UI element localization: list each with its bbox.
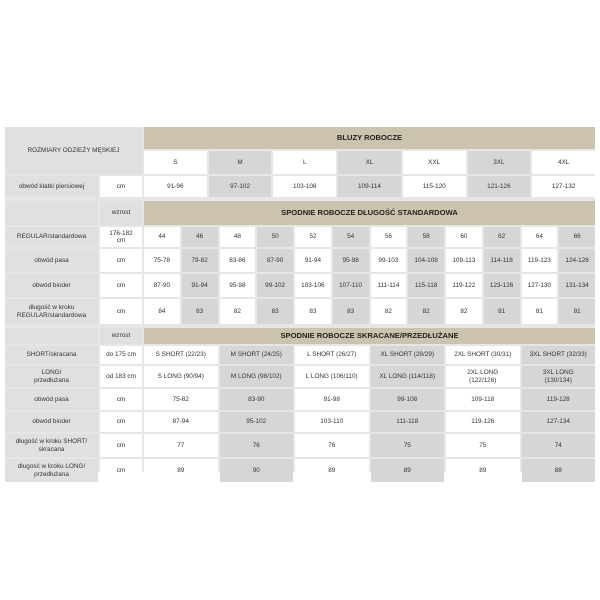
value-cell: M LONG (98/102) [220, 366, 294, 387]
row-label: obwód bioder [5, 274, 98, 297]
row-label: LONG/ przedłużana [5, 366, 98, 387]
value-cell: 75 [446, 434, 520, 457]
value-cell: 89 [295, 459, 369, 482]
value-cell: 82 [408, 299, 444, 324]
value-cell: 84 [144, 299, 180, 324]
value-cell: 60 [446, 227, 482, 247]
section-title-bluzy: BLUZY ROBOCZE [144, 127, 595, 149]
section-title-standard: SPODNIE ROBOCZE DŁUGOŚĆ STANDARDOWA [144, 201, 595, 225]
value-cell: 89 [446, 459, 520, 482]
value-cell: 54 [333, 227, 369, 247]
value-cell: L SHORT (26/27) [295, 346, 369, 364]
value-cell: 3XL LONG (130/134) [522, 366, 596, 387]
value-cell: 74 [522, 434, 596, 457]
section-title-short-long: SPODNIE ROBOCZE SKRACANE/PRZEDŁUŻANE [144, 328, 595, 344]
unit-cell: cm [100, 459, 142, 482]
value-cell: 131-134 [559, 274, 595, 297]
value-cell: 62 [484, 227, 520, 247]
value-cell: S LONG (90/94) [144, 366, 218, 387]
value-cell: 91-98 [295, 389, 369, 410]
value-cell: 119-122 [446, 274, 482, 297]
value-cell: 77 [144, 434, 218, 457]
blank-cell [5, 201, 98, 225]
value-cell: L LONG (106/110) [295, 366, 369, 387]
unit-cell: cm [100, 299, 142, 324]
value-cell: 48 [220, 227, 256, 247]
value-cell: 99-102 [257, 274, 293, 297]
value-cell: 111-118 [371, 412, 445, 432]
size-chart-table [5, 127, 595, 478]
value-cell: 91-94 [182, 274, 218, 297]
value-cell: 107-110 [333, 274, 369, 297]
value-cell: 115-118 [408, 274, 444, 297]
value-cell: 103-106 [295, 274, 331, 297]
unit-cell: 176-182 cm [100, 227, 142, 247]
value-cell: 75-82 [144, 389, 218, 410]
value-cell: 127-134 [522, 412, 596, 432]
row-label: długość w kroku LONG/ przedłużana [5, 459, 98, 482]
unit-cell: do 175 cm [100, 346, 142, 364]
value-cell: 56 [371, 227, 407, 247]
value-cell: 75-78 [144, 249, 180, 272]
size-header: M [209, 151, 272, 174]
unit-cell: cm [100, 434, 142, 457]
size-header: XXL [403, 151, 466, 174]
value-cell: M SHORT (24/25) [220, 346, 294, 364]
value-cell: 82 [220, 299, 256, 324]
value-cell: 99-108 [371, 389, 445, 410]
value-cell: 83 [295, 299, 331, 324]
value-cell: 99-103 [371, 249, 407, 272]
value-cell: XL LONG (114/118) [371, 366, 445, 387]
value-cell: 83-86 [220, 249, 256, 272]
size-header: 3XL [468, 151, 531, 174]
value-cell: 89 [144, 459, 218, 482]
value-cell: 83 [182, 299, 218, 324]
value-cell: 87-94 [144, 412, 218, 432]
value-cell: 64 [522, 227, 558, 247]
value-cell: 90 [220, 459, 294, 482]
unit-cell: od 183 cm [100, 366, 142, 387]
value-cell: 44 [144, 227, 180, 247]
height-label: wzrost [100, 328, 142, 344]
value-cell: 81 [559, 299, 595, 324]
value-cell: 95-102 [220, 412, 294, 432]
value-cell: 121-126 [468, 176, 531, 197]
value-cell: 111-114 [371, 274, 407, 297]
value-cell: 127-130 [522, 274, 558, 297]
value-cell: 66 [559, 227, 595, 247]
value-cell: 82 [446, 299, 482, 324]
row-label: obwód pasa [5, 389, 98, 410]
value-cell: 89 [371, 459, 445, 482]
value-cell: 97-102 [209, 176, 272, 197]
value-cell: 124-128 [559, 249, 595, 272]
value-cell: S SHORT (22/23) [144, 346, 218, 364]
size-header: L [273, 151, 336, 174]
value-cell: 87-90 [144, 274, 180, 297]
size-header: S [144, 151, 207, 174]
value-cell: 75 [371, 434, 445, 457]
size-header: 4XL [532, 151, 595, 174]
value-cell: 81 [484, 299, 520, 324]
unit-cell: cm [100, 274, 142, 297]
value-cell: 91-96 [144, 176, 207, 197]
value-cell: 52 [295, 227, 331, 247]
height-label: wzrost [100, 201, 142, 225]
unit-cell: cm [100, 249, 142, 272]
value-cell: 119-123 [522, 249, 558, 272]
row-label: obwód pasa [5, 249, 98, 272]
unit-cell: cm [100, 412, 142, 432]
row-label: REGULAR/standardowa [5, 227, 98, 247]
value-cell: 46 [182, 227, 218, 247]
value-cell: 119-128 [522, 389, 596, 410]
value-cell: 109-114 [338, 176, 401, 197]
row-label: obwód klatki piersiowej [5, 176, 98, 197]
size-header: XL [338, 151, 401, 174]
value-cell: 103-110 [295, 412, 369, 432]
value-cell: 83-90 [220, 389, 294, 410]
blank-cell [5, 328, 98, 344]
corner-label: ROZMIARY ODZIEŻY MĘSKIEJ [5, 127, 142, 174]
value-cell: 81 [522, 299, 558, 324]
value-cell: 95-98 [333, 249, 369, 272]
value-cell: 114-118 [484, 249, 520, 272]
value-cell: 83 [257, 299, 293, 324]
value-cell: 50 [257, 227, 293, 247]
value-cell: XL SHORT (28/29) [371, 346, 445, 364]
value-cell: 76 [295, 434, 369, 457]
unit-cell: cm [100, 389, 142, 410]
value-cell: 119-126 [446, 412, 520, 432]
row-label: obwód bioder [5, 412, 98, 432]
value-cell: 91-94 [295, 249, 331, 272]
value-cell: 95-98 [220, 274, 256, 297]
row-label: SHORT/skracana [5, 346, 98, 364]
value-cell: 104-108 [408, 249, 444, 272]
value-cell: 79-82 [182, 249, 218, 272]
value-cell: 123-126 [484, 274, 520, 297]
row-label: długość w kroku SHORT/ skracana [5, 434, 98, 457]
row-label: długość w kroku REGULAR/standardowa [5, 299, 98, 324]
value-cell: 88 [522, 459, 596, 482]
value-cell: 2XL LONG (122/126) [446, 366, 520, 387]
value-cell: 109-118 [446, 389, 520, 410]
value-cell: 127-132 [532, 176, 595, 197]
value-cell: 115-120 [403, 176, 466, 197]
unit-cell: cm [100, 176, 142, 197]
value-cell: 103-108 [273, 176, 336, 197]
value-cell: 3XL SHORT (32/33) [522, 346, 596, 364]
value-cell: 58 [408, 227, 444, 247]
value-cell: 87-90 [257, 249, 293, 272]
value-cell: 2XL SHORT (30/31) [446, 346, 520, 364]
value-cell: 83 [333, 299, 369, 324]
value-cell: 109-113 [446, 249, 482, 272]
value-cell: 82 [371, 299, 407, 324]
value-cell: 76 [220, 434, 294, 457]
